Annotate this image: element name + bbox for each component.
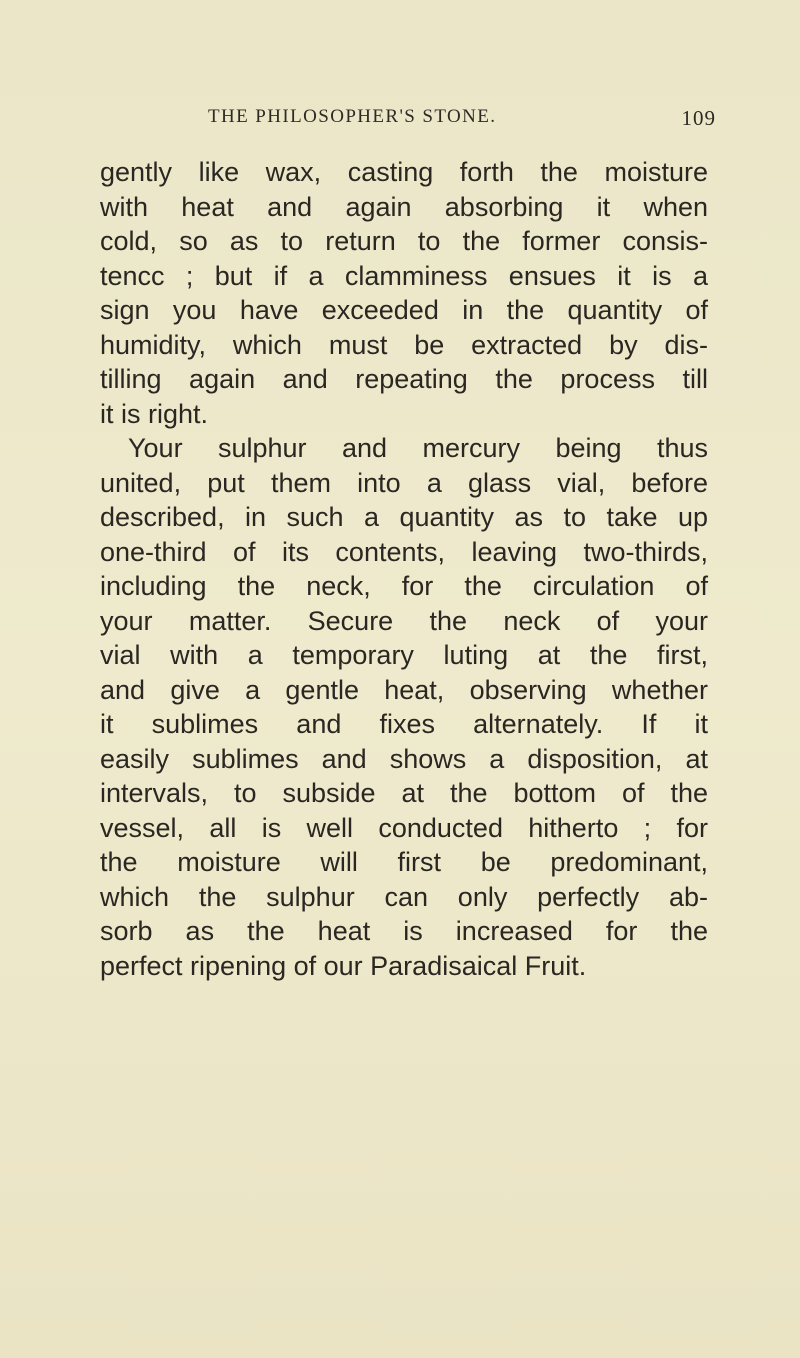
text-line: cold, so as to return to the former consis- (100, 226, 708, 256)
text-line: described, in such a quantity as to take up (100, 502, 708, 532)
text-line: sorb as the heat is increased for the (100, 916, 708, 946)
text-line: humidity, which must be extracted by dis- (100, 329, 708, 360)
text-line: it sublimes and fixes alternately. If it (100, 709, 708, 739)
text-line: Your sulphur and mercury being thus (128, 433, 708, 463)
text-line: it is right. (100, 398, 209, 429)
text-line: and give a gentle heat, observing whether (100, 674, 708, 705)
text-line: the moisture will first be predominant, (100, 847, 708, 877)
text-line: easily sublimes and shows a disposition, at (100, 743, 708, 774)
text-line: with heat and again absorbing it when (100, 191, 708, 222)
text-line: perfect ripening of our Paradisaical Fruit. (100, 950, 587, 981)
text-line: your matter. Secure the neck of your (100, 605, 708, 636)
text-line: tencc ; but if a clamminess ensues it is a (100, 260, 708, 291)
running-head-title: THE PHILOSOPHER'S STONE. (208, 106, 497, 127)
body-text (100, 155, 708, 983)
text-line: intervals, to subside at the bottom of the (100, 778, 708, 808)
text-line: which the sulphur can only perfectly ab- (100, 881, 708, 912)
page-number: 109 (681, 106, 716, 130)
text-line: tilling again and repeating the process till (100, 364, 708, 394)
text-line: sign you have exceeded in the quantity of (100, 295, 708, 325)
text-line: vial with a temporary luting at the first, (100, 640, 708, 670)
text-line: including the neck, for the circulation of (100, 571, 708, 601)
text-line: gently like wax, casting forth the moisture (100, 157, 708, 187)
running-head (208, 106, 716, 136)
text-line: united, put them into a glass vial, before (100, 467, 708, 498)
text-line: one-third of its contents, leaving two-thirds, (100, 536, 708, 567)
text-line: vessel, all is well conducted hitherto ; for (100, 812, 708, 843)
